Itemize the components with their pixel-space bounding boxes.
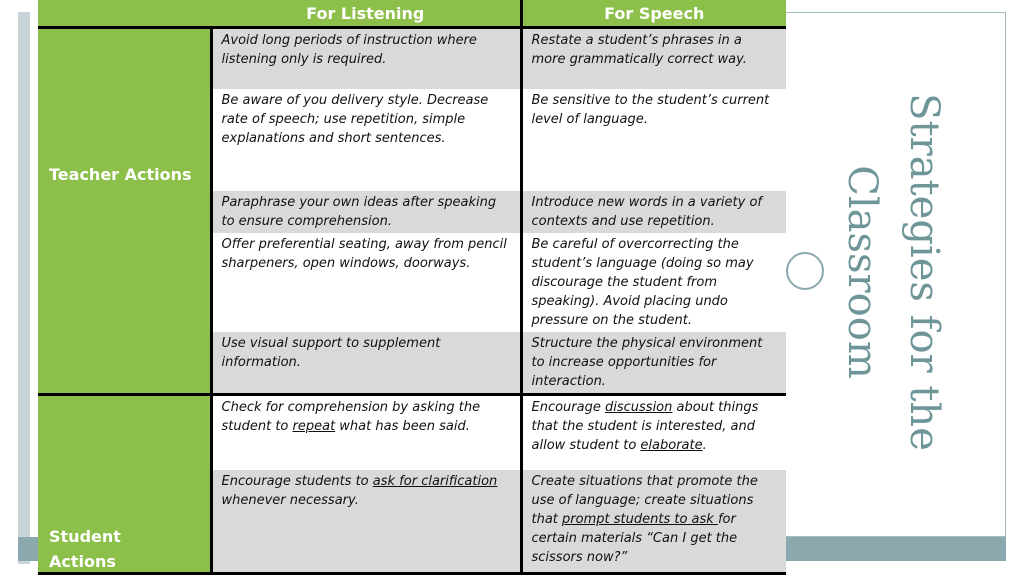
cell-speech: Structure the physical environment to increase opportunities for interaction. [521, 332, 786, 395]
keyword-repeat: repeat [292, 418, 336, 434]
table-row [38, 394, 786, 470]
cell-speech: Restate a student’s phrases in a more grammatically correct way. [521, 28, 786, 89]
teacher-actions-label: Teacher Actions [49, 165, 192, 184]
header-for-listening: For Listening [211, 0, 521, 28]
decorative-ring-icon [786, 252, 824, 290]
slide-title-line1: Strategies for the [901, 93, 947, 451]
keyword-elaborate: elaborate [640, 437, 703, 453]
header-corner [38, 0, 211, 28]
cell-listening: Use visual support to supplement information. [211, 332, 521, 395]
keyword-discussion: discussion [605, 399, 673, 415]
group-label-teacher-actions [38, 28, 211, 395]
cell-listening: Avoid long periods of instruction where listening only is required. [211, 28, 521, 89]
cell-speech: Encourage discussion about things that the student is interested, and allow student to elaborate. [521, 394, 786, 470]
frame-left-bar [18, 12, 30, 564]
cell-listening: Be aware of you delivery style. Decrease rate of speech; use repetition, simple explanations and short sentences. [211, 89, 521, 191]
cell-speech: Be sensitive to the student’s current level of language. [521, 89, 786, 191]
cell-listening: Encourage students to ask for clarification whenever necessary. [211, 470, 521, 573]
cell-listening: Paraphrase your own ideas after speaking to ensure comprehension. [211, 191, 521, 233]
group-label-student-actions [38, 394, 211, 573]
student-actions-label-line2: Actions [49, 551, 116, 571]
cell-speech: Introduce new words in a variety of contexts and use repetition. [521, 191, 786, 233]
table-row [38, 28, 786, 89]
cell-speech: Be careful of overcorrecting the student’s language (doing so may discourage the student from speaking). Avoid placing undo pressure on the student. [521, 233, 786, 332]
header-for-speech: For Speech [521, 0, 786, 28]
keyword-ask-for-clarification: ask for clarification [372, 474, 498, 489]
cell-listening: Check for comprehension by asking the student to repeat what has been said. [211, 394, 521, 470]
strategies-table [38, 0, 786, 575]
student-actions-label-line1: Student [49, 526, 121, 546]
cell-speech: Create situations that promote the use of language; create situations that prompt students to ask for certain materials “Can I get the scissors now?” [521, 470, 786, 573]
keyword-prompt-students-to-ask: prompt students to ask [562, 512, 718, 527]
table-header-row [38, 0, 786, 28]
slide-title-line2: Classroom [839, 165, 885, 379]
cell-listening: Offer preferential seating, away from pencil sharpeners, open windows, doorways. [211, 233, 521, 332]
